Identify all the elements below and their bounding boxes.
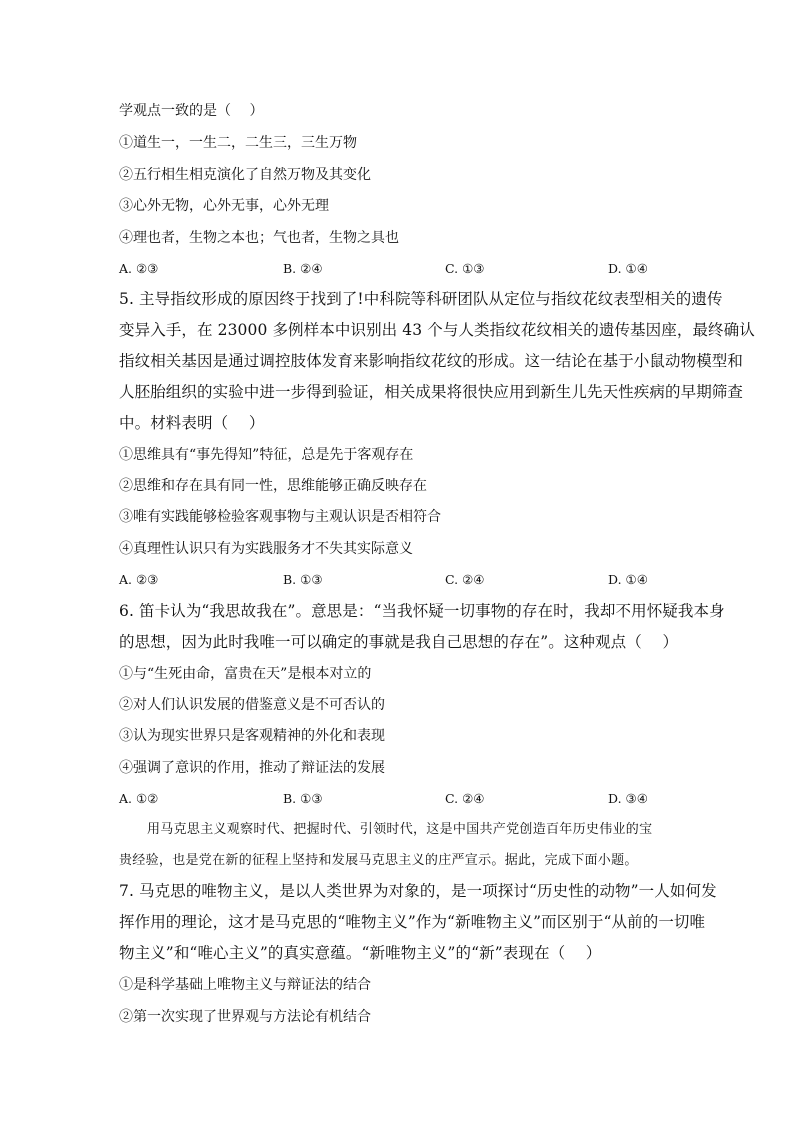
q4-stem-tail: 学观点一致的是（ ） [119, 103, 264, 119]
q7-statement-2: ②第一次实现了世界观与方法论有机结合 [119, 1009, 371, 1025]
q7-stem-line-2: 挥作用的理论，这才是马克思的“唯物主义”作为“新唯物主义”而区别于“从前的一切唯 [119, 913, 706, 931]
q4-option-b[interactable]: B. ②④ [283, 261, 323, 276]
q5-stem-line-2: 变异入手，在 23000 多例样本中识别出 43 个与人类指纹花纹相关的遗传基因座，最终确认 [119, 321, 755, 339]
q5-option-c[interactable]: C. ②④ [445, 572, 485, 587]
q5-options [119, 570, 659, 590]
material-line-2: 贵经验，也是党在新的征程上坚持和发展马克思主义的庄严宣示。据此，完成下面小题。 [119, 853, 638, 868]
q4-options [119, 259, 659, 279]
q4-statement-2: ②五行相生相克演化了自然万物及其变化 [119, 167, 371, 183]
q6-option-c[interactable]: C. ②④ [445, 791, 485, 806]
q6-statement-2: ②对人们认识发展的借鉴意义是不可否认的 [119, 697, 385, 713]
q4-option-a[interactable]: A. ②③ [119, 261, 159, 276]
q6-option-d[interactable]: D. ③④ [608, 791, 648, 806]
q4-statement-1: ①道生一，一生二，二生三，三生万物 [119, 135, 357, 151]
q5-stem-line-1: 5. 主导指纹形成的原因终于找到了!中科院等科研团队从定位与指纹花纹表型相关的遗传 [119, 290, 723, 308]
q7-statement-1: ①是科学基础上唯物主义与辩证法的结合 [119, 977, 371, 993]
q5-option-d[interactable]: D. ①④ [608, 572, 648, 587]
q6-option-b[interactable]: B. ①③ [283, 791, 323, 806]
q4-statement-3: ③心外无物，心外无事，心外无理 [119, 198, 329, 214]
q6-stem-line-1: 6. 笛卡认为“我思故我在”。意思是：“当我怀疑一切事物的存在时，我却不用怀疑我本身 [119, 602, 725, 620]
q5-statement-2: ②思维和存在具有同一性，思维能够正确反映存在 [119, 478, 427, 494]
q5-stem-line-4: 人胚胎组织的实验中进一步得到验证，相关成果将很快应用到新生儿先天性疾病的早期筛查 [119, 383, 744, 401]
q6-statement-4: ④强调了意识的作用，推动了辩证法的发展 [119, 760, 385, 776]
q5-statement-4: ④真理性认识只有为实践服务才不失其实际意义 [119, 541, 413, 557]
q4-option-c[interactable]: C. ①③ [445, 261, 485, 276]
q7-stem-line-1: 7. 马克思的唯物主义，是以人类世界为对象的，是一项探讨“历史性的动物”一人如何发 [119, 882, 717, 900]
q5-stem-line-3: 指纹相关基因是通过调控肢体发育来影响指纹花纹的形成。这一结论在基于小鼠动物模型和 [119, 352, 744, 370]
q6-stem-line-2: 的思想，因为此时我唯一可以确定的事就是我自己思想的存在”。这种观点（ ） [119, 633, 679, 651]
q5-option-a[interactable]: A. ②③ [119, 572, 159, 587]
q7-stem-line-3: 物主义”和“唯心主义”的真实意蕴。“新唯物主义”的“新”表现在（ ） [119, 944, 602, 962]
q4-statement-4: ④理也者，生物之本也；气也者，生物之具也 [119, 230, 399, 246]
q5-statement-1: ①思维具有“事先得知”特征，总是先于客观存在 [119, 447, 414, 463]
q6-option-a[interactable]: A. ①② [119, 791, 159, 806]
q5-option-b[interactable]: B. ①③ [283, 572, 323, 587]
q5-stem-line-5: 中。材料表明（ ） [119, 414, 265, 432]
material-line-1: 用马克思主义观察时代、把握时代、引领时代，这是中国共产党创造百年历史伟业的宝 [147, 822, 653, 837]
q6-statement-1: ①与“生死由命，富贵在天”是根本对立的 [119, 666, 372, 682]
q5-statement-3: ③唯有实践能够检验客观事物与主观认识是否相符合 [119, 509, 441, 525]
q6-statement-3: ③认为现实世界只是客观精神的外化和表现 [119, 728, 385, 744]
q6-options [119, 789, 659, 809]
q4-option-d[interactable]: D. ①④ [608, 261, 648, 276]
